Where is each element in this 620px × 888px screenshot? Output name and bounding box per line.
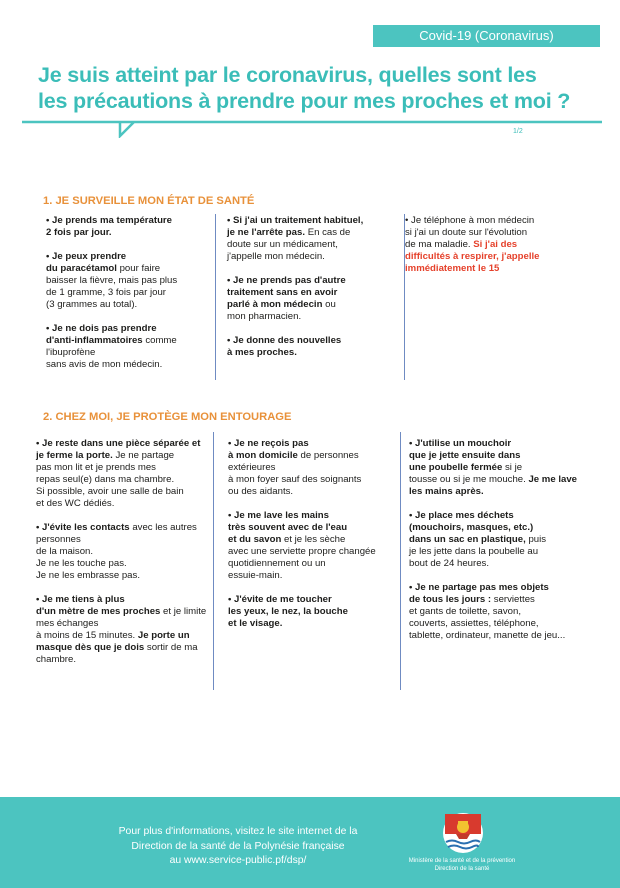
ministry-name: Ministère de la santé et de la prévention xyxy=(408,858,516,864)
title-line-1: Je suis atteint par le coronavirus, quelles sont les xyxy=(38,63,537,87)
list-item: • Je peux prendre du paracétamol pour faire baisser la fièvre, mais pas plus de 1 gramme, 3 fois par jour (3 grammes au total). xyxy=(46,251,178,310)
section-title-health: 1. JE SURVEILLE MON ÉTAT DE SANTÉ xyxy=(43,195,255,207)
footer-line: Pour plus d'informations, visitez le site internet de la xyxy=(118,826,358,837)
footer-line: Direction de la santé de la Polynésie française xyxy=(131,840,345,852)
list-item: • Je ne dois pas prendre d'anti-inflammatoires comme l'ibuprofène sans avis de mon médecin. xyxy=(46,323,177,370)
title-line-2: les précautions à prendre pour mes proches et moi ? xyxy=(38,89,571,113)
section-title-home: 2. CHEZ MOI, JE PROTÈGE MON ENTOURAGE xyxy=(43,411,292,423)
list-item: • Je téléphone à mon médecin si j'ai un doute sur l'évolution de ma maladie. Si j'ai des difficultés à respirer, j'appelle immédiatement le 15 xyxy=(405,215,540,274)
list-item: • Je ne reçois pas à mon domicile de personnes extérieures à mon foyer sauf des soignants ou des aidants. xyxy=(228,438,362,497)
section1-column-1 xyxy=(46,215,208,383)
list-item: • J'évite de me toucher les yeux, le nez, la bouche et le visage. xyxy=(228,594,348,629)
polynesia-emblem-icon xyxy=(442,811,484,855)
list-item: • Si j'ai un traitement habituel, je ne l'arrête pas. En cas de doute sur un médicament, j'appelle mon médecin. xyxy=(227,215,364,262)
list-item: • Je prends ma température 2 fois par jour. xyxy=(46,215,172,238)
emergency-note: Si j'ai des difficultés à respirer, j'appelle immédiatement le 15 xyxy=(405,239,540,274)
footer-website-link[interactable]: au www.service-public.pf/dsp/ xyxy=(169,855,307,866)
page-number: 1/2 xyxy=(513,128,523,135)
page-title xyxy=(38,62,608,114)
ministry-label xyxy=(392,857,532,873)
list-item: • J'utilise un mouchoir que je jette ensuite dans une poubelle fermée si je tousse ou si je me mouche. Je me lave les mains après. xyxy=(409,438,578,497)
section2-column-2 xyxy=(228,438,396,642)
list-item: • Je me lave les mains très souvent avec de l'eau et du savon et je les sèche avec une serviette propre changée quotidiennement ou un essuie-main. xyxy=(228,510,376,581)
topic-tag: Covid-19 (Coronavirus) xyxy=(373,25,600,47)
section1-column-2 xyxy=(227,215,397,371)
column-separator xyxy=(213,432,214,690)
list-item: • Je reste dans une pièce séparée et je ferme la porte. Je ne partage pas mon lit et je prends mes repas seul(e) dans ma chambre. Si possible, avoir une salle de bain et des WC dédiés. xyxy=(36,438,201,509)
section2-column-1 xyxy=(36,438,213,678)
section1-column-3 xyxy=(405,215,580,287)
list-item: • Je ne partage pas mes objets de tous les jours : serviettes et gants de toilette, savon, couverts, assiettes, téléphone, tablette, ordinateur, manette de jeu... xyxy=(409,582,566,641)
section2-column-3 xyxy=(409,438,589,654)
list-item: • J'évite les contacts avec les autres personnes de la maison. Je ne les touche pas. Je ne les embrasse pas. xyxy=(36,522,197,581)
list-item: • Je place mes déchets (mouchoirs, masques, etc.) dans un sac en plastique, puis je les jette dans la poubelle au bout de 24 heures. xyxy=(409,510,547,569)
list-item: • Je donne des nouvelles à mes proches. xyxy=(227,335,342,358)
footer-info xyxy=(78,825,398,869)
column-separator xyxy=(215,214,216,380)
list-item: • Je me tiens à plus d'un mètre de mes proches et je limite mes échanges à moins de 15 minutes. Je porte un masque dès que je dois sortir de ma chambre. xyxy=(36,594,207,665)
direction-name: Direction de la santé xyxy=(434,866,490,872)
column-separator xyxy=(400,432,401,690)
list-item: • Je ne prends pas d'autre traitement sans en avoir parlé à mon médecin ou mon pharmacien. xyxy=(227,275,346,322)
